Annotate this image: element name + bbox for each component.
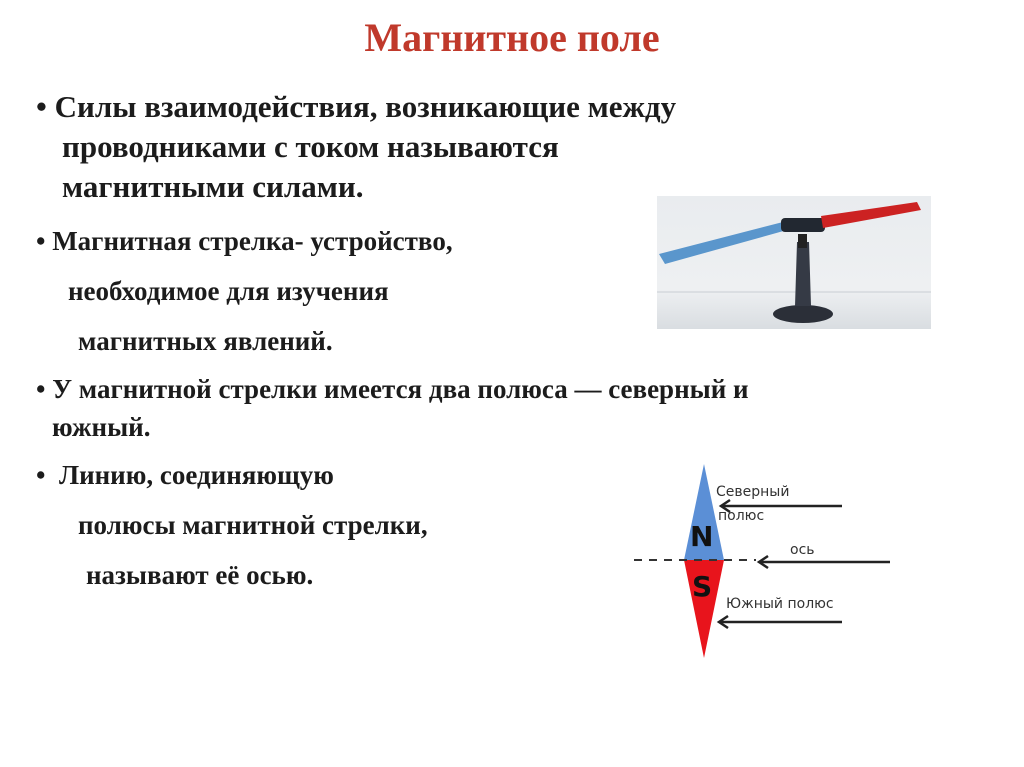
north-label-line1: Северный [716, 484, 790, 500]
bullet-2-text-1: Магнитная стрелка- устройство, [52, 226, 453, 256]
magnetic-needle-photo [657, 196, 931, 329]
south-letter: S [692, 570, 713, 603]
bullet-2-line-1 [36, 222, 453, 260]
bullet-marker: • [36, 374, 46, 404]
bullet-marker: • [36, 226, 46, 256]
bullet-marker: • [36, 89, 47, 124]
north-letter: N [690, 520, 714, 553]
south-label: Южный полюс [726, 596, 834, 612]
bullet-2-line-2: необходимое для изучения [68, 276, 389, 306]
bullet-1-text-1: Силы взаимодействия, возникающие между [54, 89, 677, 124]
bullet-3-line-1 [36, 370, 749, 408]
slide-title: Магнитное поле [364, 15, 660, 60]
axis-label: ось [790, 542, 815, 558]
bullet-4-line-2: полюсы магнитной стрелки, [78, 510, 428, 540]
bullet-4-text-1: Линию, соединяющую [58, 460, 334, 490]
north-label-line2: полюс [718, 508, 765, 524]
bullet-3-line-2: южный. [52, 412, 151, 442]
bullet-marker: • [36, 460, 46, 490]
bullet-1-line-1 [36, 88, 676, 126]
bullet-4-line-1 [36, 456, 334, 494]
bullet-2-line-3: магнитных явлений. [78, 326, 333, 356]
bullet-1-line-3: магнитными силами. [62, 169, 364, 204]
bullet-3-text-1: У магнитной стрелки имеется два полюса — северный и [52, 374, 749, 404]
bullet-4-line-3: называют её осью. [86, 560, 314, 590]
bullet-1-line-2: проводниками с током называются [62, 129, 559, 164]
